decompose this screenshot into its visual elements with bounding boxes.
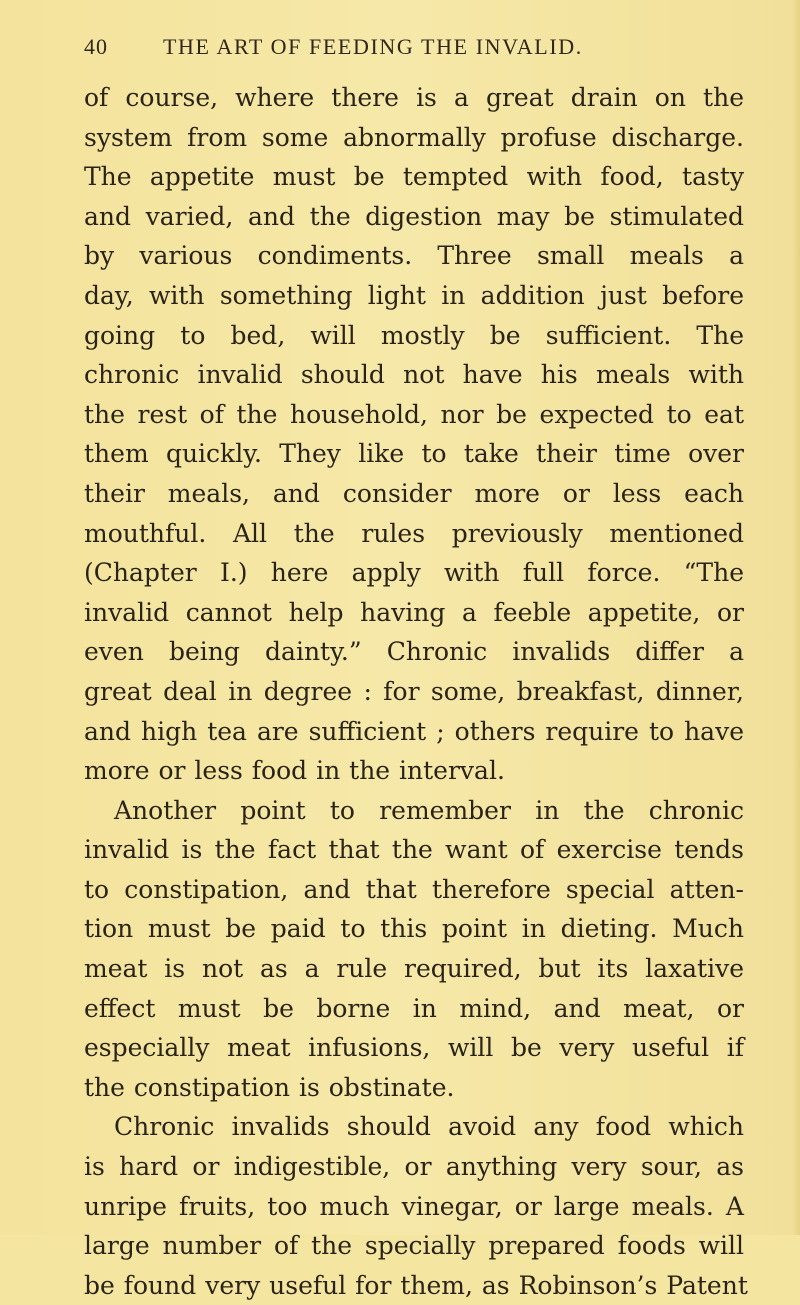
running-head <box>84 34 739 64</box>
page-number: 40 <box>84 34 108 59</box>
paragraph <box>84 78 744 791</box>
text-line: invalid is the fact that the want of exercise tends <box>84 835 744 865</box>
paragraph <box>84 791 744 1108</box>
body-text <box>84 78 748 1305</box>
text-line: by various condiments. Three small meals a <box>84 241 744 271</box>
text-line: and varied, and the digestion may be stimulated <box>84 201 744 231</box>
text-line: and high tea are sufficient ; others require to have <box>84 716 744 746</box>
page-edge-shadow <box>792 0 800 1235</box>
text-line: chronic invalid should not have his meals with <box>84 360 744 390</box>
text-line: is hard or indigestible, or anything very sour, as <box>84 1152 744 1182</box>
text-line: going to bed, will mostly be sufficient. The <box>84 320 744 350</box>
text-line: Another point to remember in the chronic <box>114 795 744 825</box>
text-line: meat is not as a rule required, but its laxative <box>84 954 744 984</box>
text-line: mouthful. All the rules previously mentioned <box>84 518 744 548</box>
text-line: unripe fruits, too much vinegar, or large meals. A <box>84 1191 744 1221</box>
text-line: Chronic invalids should avoid any food which <box>114 1112 744 1142</box>
text-line: great deal in degree : for some, breakfast, dinner, <box>84 676 744 706</box>
text-line: be found very useful for them, as Robinson’s Patent <box>84 1270 748 1300</box>
text-line: them quickly. They like to take their time over <box>84 439 744 469</box>
running-head-title: THE ART OF FEEDING THE INVALID. <box>163 34 583 59</box>
text-line: system from some abnormally profuse discharge. <box>84 122 744 152</box>
text-line: The appetite must be tempted with food, tasty <box>84 162 744 192</box>
text-line: the rest of the household, nor be expected to eat <box>84 399 744 429</box>
text-line: tion must be paid to this point in dieting. Much <box>84 914 744 944</box>
text-line: even being dainty.” Chronic invalids differ a <box>84 637 744 667</box>
text-line: of course, where there is a great drain on the <box>84 83 744 112</box>
text-line: to constipation, and that therefore special atten- <box>84 874 744 904</box>
text-line: day, with something light in addition just before <box>84 280 744 310</box>
text-line: effect must be borne in mind, and meat, or <box>84 993 744 1023</box>
text-line: especially meat infusions, will be very useful if <box>84 1033 744 1063</box>
text-line: large number of the specially prepared foods will <box>84 1231 744 1261</box>
text-line: more or less food in the interval. <box>84 756 505 786</box>
text-line: their meals, and consider more or less each <box>84 478 744 508</box>
text-line: the constipation is obstinate. <box>84 1072 455 1102</box>
paragraph <box>84 1107 748 1305</box>
text-line: invalid cannot help having a feeble appetite, or <box>84 597 744 627</box>
text-line: (Chapter I.) here apply with full force. “The <box>84 558 744 588</box>
